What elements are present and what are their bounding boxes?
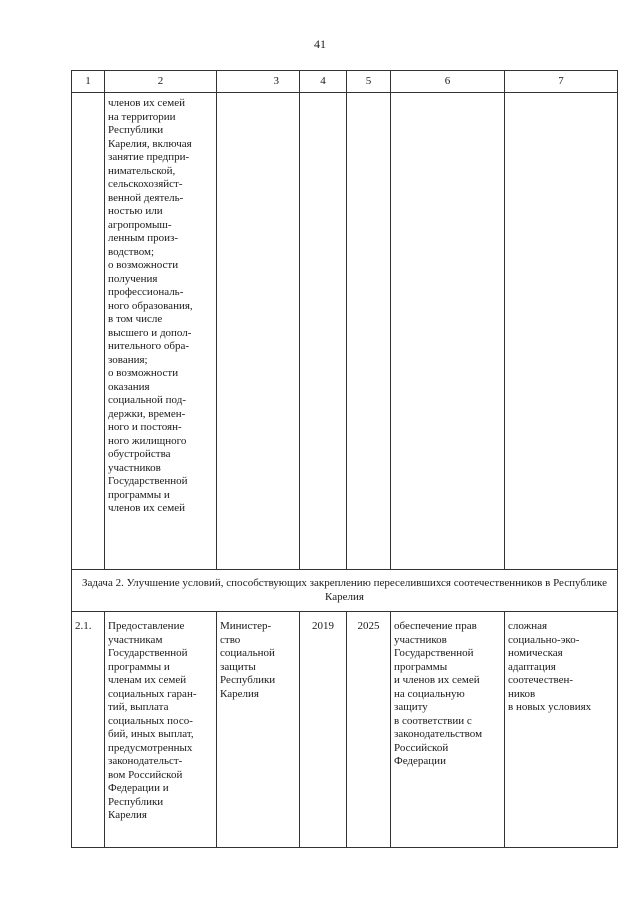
column-number-6: 6 — [391, 71, 505, 93]
table-row — [72, 612, 618, 848]
column-number-row — [72, 71, 618, 93]
cont-cell-effect — [505, 93, 618, 570]
column-number-1: 1 — [72, 71, 105, 93]
program-activities-table — [71, 70, 618, 848]
column-number-4: 4 — [300, 71, 347, 93]
item-effect: сложная социально-эко- номическая адаптация соотечествен- ников в новых условиях — [505, 612, 618, 848]
item-result: обеспечение прав участников Государственной программы и членов их семей на социальную защиту в соответствии с законодательством Российской Федерации — [391, 612, 505, 848]
cont-cell-end-year — [347, 93, 391, 570]
item-start-year: 2019 — [300, 612, 347, 848]
cont-cell-executor — [217, 93, 300, 570]
item-end-year: 2025 — [347, 612, 391, 848]
column-number-2: 2 — [105, 71, 217, 93]
cont-cell-result — [391, 93, 505, 570]
task-heading-row — [72, 570, 618, 612]
column-number-7: 7 — [505, 71, 618, 93]
page-number: 41 — [314, 37, 326, 51]
item-number: 2.1. — [72, 612, 105, 848]
cont-cell-number — [72, 93, 105, 570]
column-number-3: 3 — [217, 71, 300, 93]
column-number-5: 5 — [347, 71, 391, 93]
cont-cell-start-year — [300, 93, 347, 570]
item-executor: Министер- ство социальной защиты Республики Карелия — [217, 612, 300, 848]
task-heading: Задача 2. Улучшение условий, способствующих закреплению переселившихся соотечественников в Республике Карелия — [72, 570, 618, 612]
cont-cell-event-text: членов их семей на территории Республики Карелия, включая занятие предпри- нимательской, сельскохозяйст- венной деятель- ностью или агропромыш- ленным произ- водством; о возможности получения профессиональ- ного образования, в том числе высшего и допол- нительного обра- зования; о возможности оказания социальной под- держки, времен- ного и постоян- ного жилищного обустройства участников Государственной программы и членов их семей — [105, 93, 217, 570]
item-event: Предоставление участникам Государственной программы и членам их семей социальных гаран- тий, выплата социальных посо- бий, иных выплат, предусмотренных законодательст- вом Российской Федерации и Республики Карелия — [105, 612, 217, 848]
continuation-row — [72, 93, 618, 570]
